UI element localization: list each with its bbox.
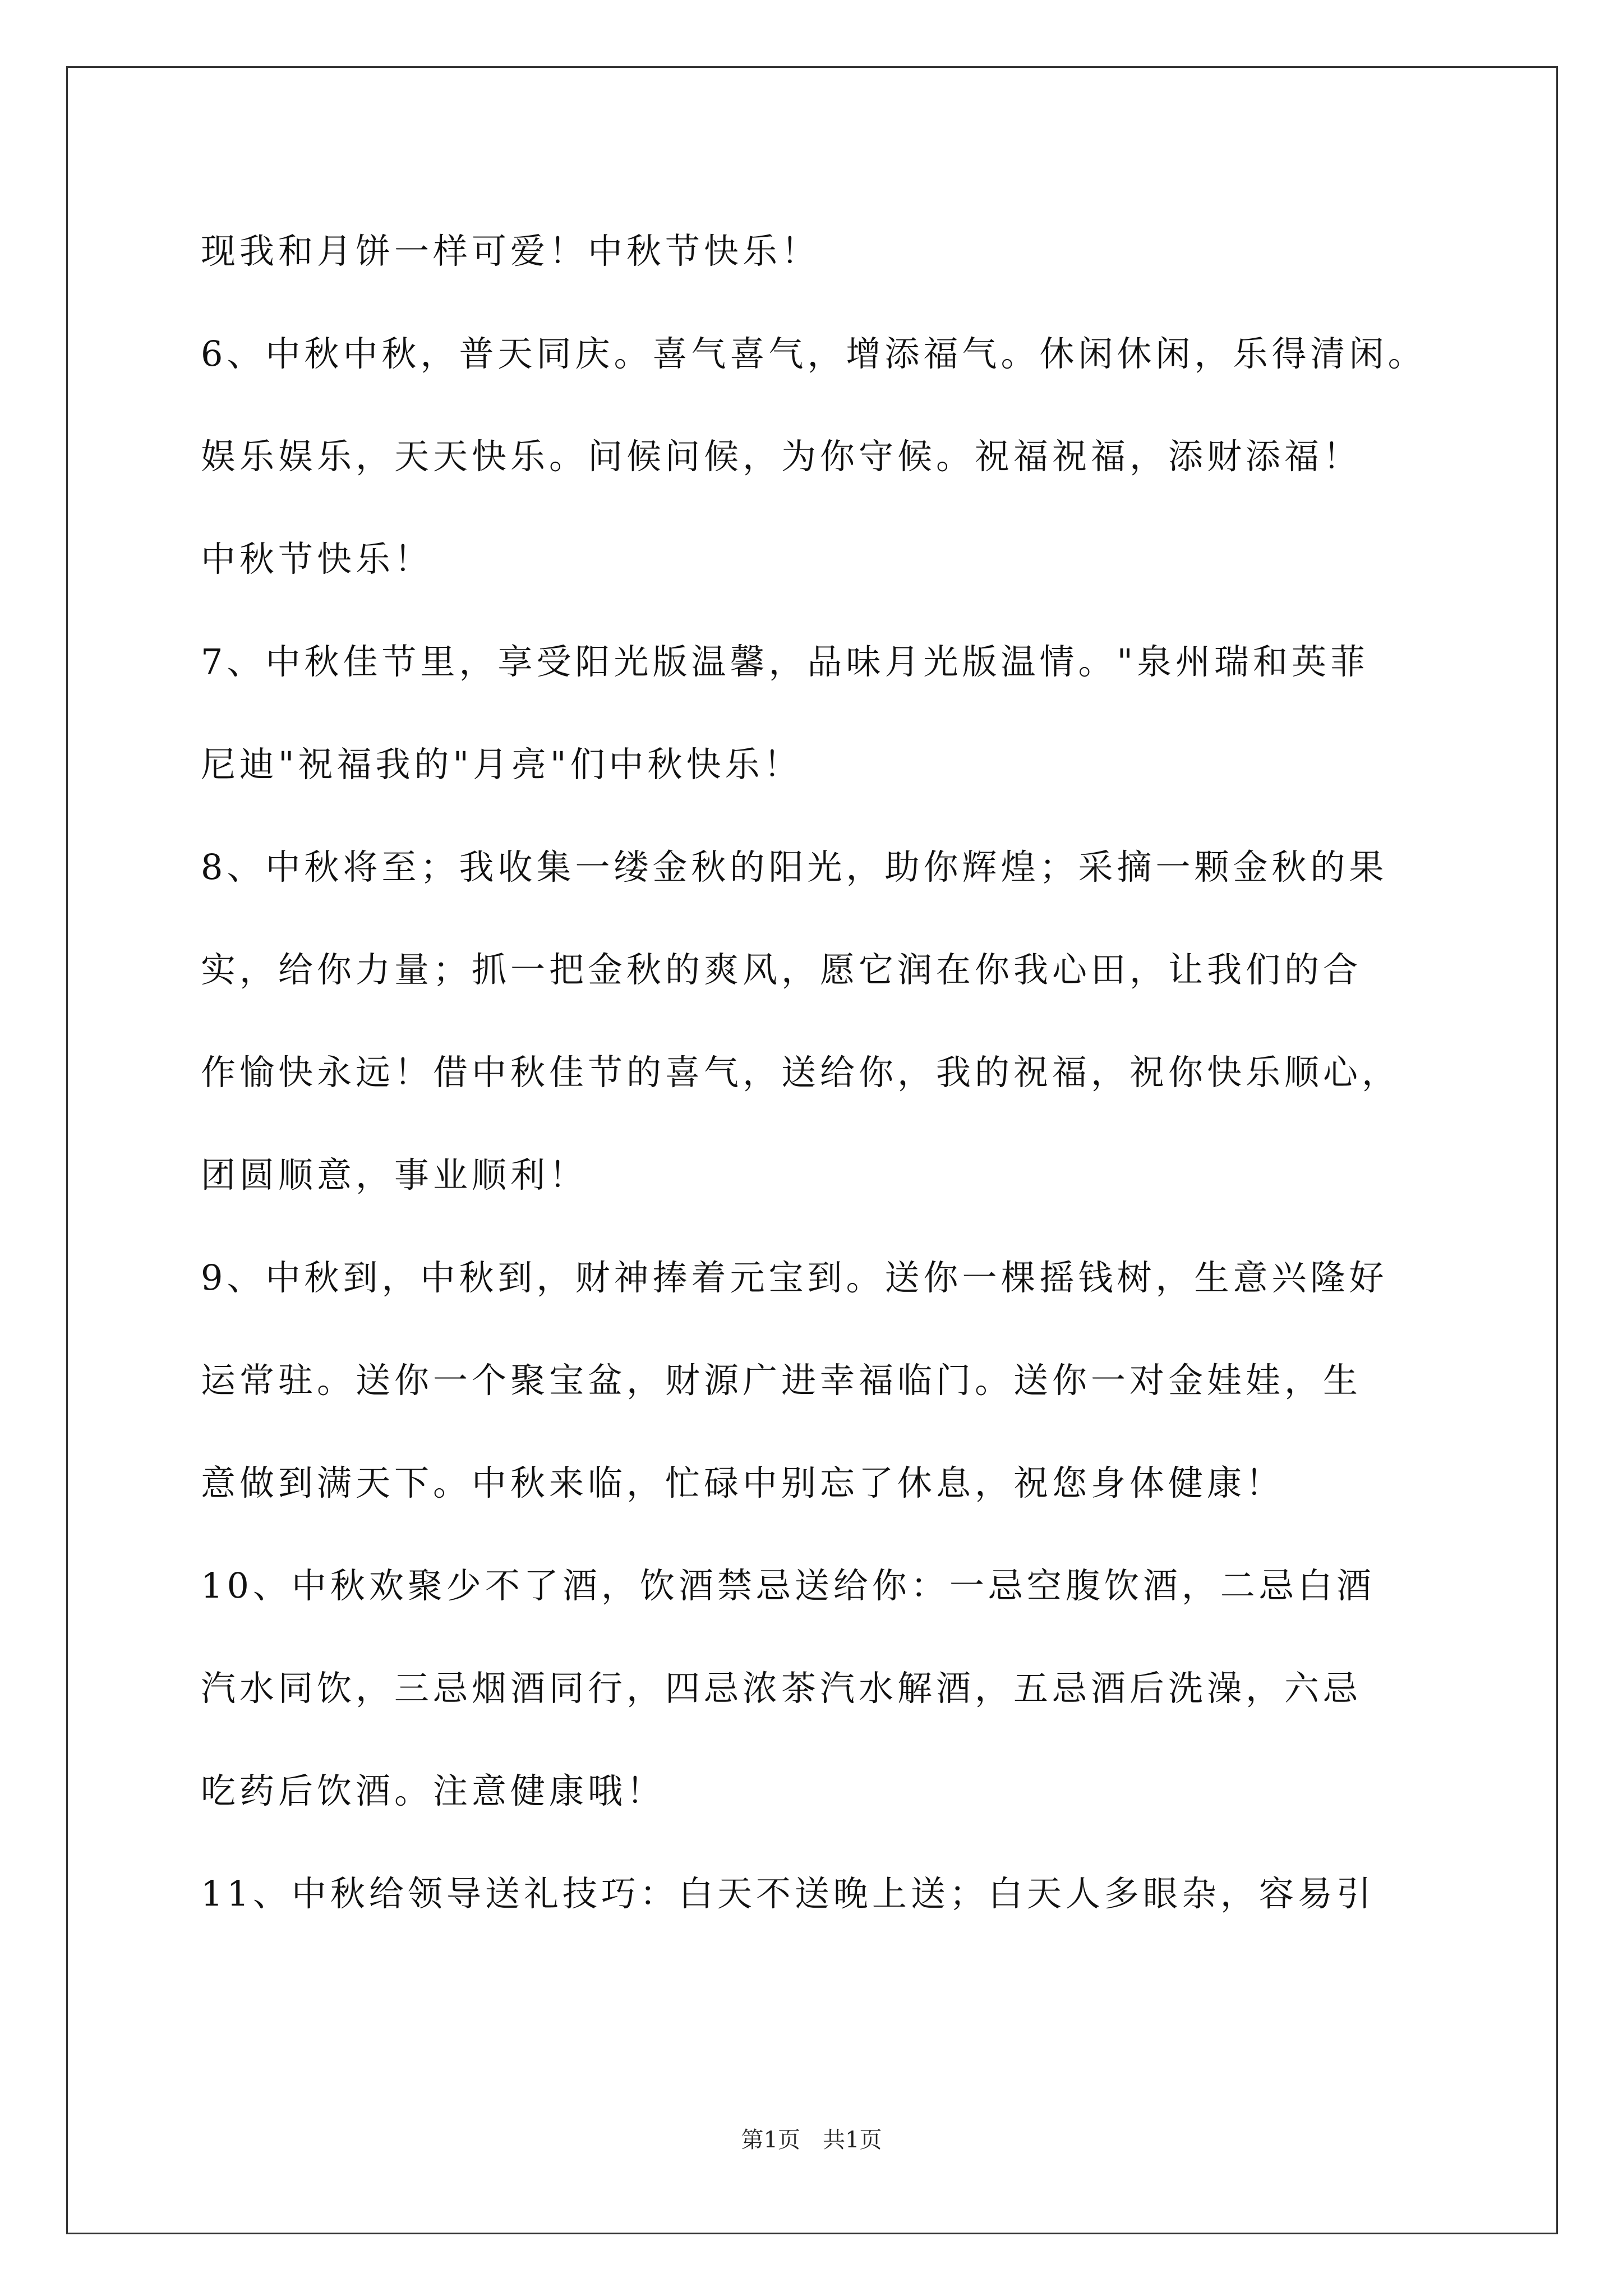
text-line-12: 运常驻。送你一个聚宝盆，财源广进幸福临门。送你一对金娃娃，生 xyxy=(201,1360,1362,1401)
text-line-15: 汽水同饮，三忌烟酒同行，四忌浓茶汽水解酒，五忌酒后洗澡，六忌 xyxy=(201,1668,1362,1709)
text-line-13: 意做到满天下。中秋来临，忙碌中别忘了休息，祝您身体健康！ xyxy=(201,1462,1285,1503)
text-line-6: 尼迪"祝福我的"月亮"们中秋快乐！ xyxy=(201,744,803,785)
page-footer: 第1页 共1页 xyxy=(741,2127,882,2153)
text-line-7: 8、中秋将至；我收集一缕金秋的阳光，助你辉煌；采摘一颗金秋的果 xyxy=(201,846,1388,887)
text-line-4: 中秋节快乐！ xyxy=(201,539,434,579)
text-line-10: 团圆顺意，事业顺利！ xyxy=(201,1154,588,1195)
text-line-3: 娱乐娱乐，天天快乐。问候问候，为你守候。祝福祝福，添财添福！ xyxy=(201,436,1362,477)
text-line-2: 6、中秋中秋，普天同庆。喜气喜气，增添福气。休闲休闲，乐得清闲。 xyxy=(201,333,1427,374)
text-line-17: 11、中秋给领导送礼技巧：白天不送晚上送；白天人多眼杂，容易引 xyxy=(201,1873,1375,1914)
text-line-5: 7、中秋佳节里，享受阳光版温馨，品味月光版温情。"泉州瑞和英菲 xyxy=(201,641,1369,682)
text-line-16: 吃药后饮酒。注意健康哦！ xyxy=(201,1770,666,1811)
text-line-9: 作愉快永远！借中秋佳节的喜气，送给你，我的祝福，祝你快乐顺心， xyxy=(201,1052,1401,1093)
text-line-14: 10、中秋欢聚少不了酒，饮酒禁忌送给你：一忌空腹饮酒，二忌白酒 xyxy=(201,1565,1375,1606)
text-line-8: 实，给你力量；抓一把金秋的爽风，愿它润在你我心田，让我们的合 xyxy=(201,949,1362,990)
text-line-11: 9、中秋到，中秋到，财神捧着元宝到。送你一棵摇钱树，生意兴隆好 xyxy=(201,1257,1388,1298)
text-line-1: 现我和月饼一样可爱！中秋节快乐！ xyxy=(201,231,820,272)
